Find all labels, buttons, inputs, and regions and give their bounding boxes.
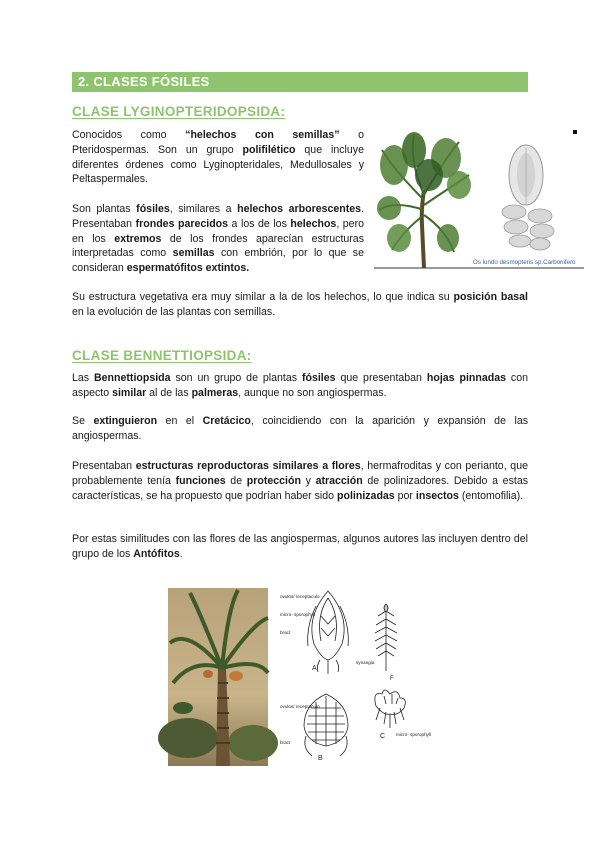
lygino-paragraph-3: Su estructura vegetativa era muy similar a la de los helechos, lo que indica su posición basal en la evolución de las plantas con semillas. xyxy=(72,291,529,318)
benne-paragraph-2: Se extinguieron en el Cretácico, coincidiendo con la aparición y expansión de las angiospermas. xyxy=(72,415,529,442)
bold-term: semillas xyxy=(172,247,215,260)
bold-term: palmeras xyxy=(191,386,239,399)
bold-term: Antófitos xyxy=(133,547,180,560)
figure-caption: Os lundo desmopteris sp.Carbonifero xyxy=(473,259,576,266)
pteridosperm-figure xyxy=(374,130,584,272)
bold-term: fósiles xyxy=(301,372,336,384)
bold-term: frondes parecidos xyxy=(135,217,229,230)
bold-term: Cretácico xyxy=(202,415,251,427)
lygino-paragraph-1: Conocidos como “helechos con semillas” o Pteridospermas. Son un grupo polifilético que incluye diferentes órdenes como Lyginopteridales, Medullosales y Peltaspermales. xyxy=(72,129,364,186)
label-a: A xyxy=(312,665,317,672)
bold-term: helechos xyxy=(290,217,337,230)
bold-term: espermatófitos extintos. xyxy=(126,262,250,275)
bold-term: insectos xyxy=(415,489,459,502)
bold-term: polinizadas xyxy=(337,489,395,502)
label-microsporophyll-top: micro- sporophyll xyxy=(280,612,315,617)
benne-paragraph-3: Presentaban estructuras reproductoras similares a flores, hermafroditas y con perianto, que probablemente tenía funciones de protección y atracción de polinizadores. Debido a estas características, se ha propuesto que podrían haber sido polinizadas por insectos (entomofilia). xyxy=(72,460,529,502)
tree-fern-illustration xyxy=(377,132,471,268)
label-ovulo-receptaculo-top: ovulos/ receptaculo xyxy=(280,594,320,599)
bold-term: fósiles xyxy=(136,203,170,215)
bold-term: polifilético xyxy=(242,143,296,156)
label-bract-top: bract xyxy=(280,630,291,635)
benne-paragraph-4: Por estas similitudes con las flores de las angiospermas, algunos autores las incluyen dentro del grupo de los Antófitos. xyxy=(72,533,528,560)
bennettitales-painting xyxy=(168,588,268,766)
bold-term: protección xyxy=(246,474,301,487)
bold-term: funciones xyxy=(175,474,226,487)
bold-term: estructuras reproductoras similares a flores xyxy=(135,460,361,472)
section-title: 2. CLASES FÓSILES xyxy=(72,72,528,92)
heading-bennettiopsida: CLASE BENNETTIOPSIDA: xyxy=(72,348,252,363)
bold-term: atracción xyxy=(315,474,363,487)
diagram-synangia-leaf xyxy=(375,604,397,671)
diagram-c xyxy=(375,690,405,728)
diagram-a xyxy=(308,591,349,674)
bold-term: extinguieron xyxy=(93,415,158,427)
bold-term: Bennettiopsida xyxy=(94,372,171,384)
label-f: F xyxy=(390,676,394,682)
seed-illustration xyxy=(502,145,554,250)
label-b: B xyxy=(318,755,323,762)
label-bract-bottom: bract xyxy=(280,740,291,745)
benne-paragraph-1: Las Bennettiopsida son un grupo de plantas fósiles que presentaban hojas pinnadas con aspecto similar al de las palmeras, aunque no son angiospermas. xyxy=(72,372,529,399)
bold-term: helechos arborescentes xyxy=(237,203,362,215)
lygino-paragraph-2: Son plantas fósiles, similares a helechos arborescentes. Presentaban frondes parecidos a los de los helechos, pero en los extremos de los frondes aparecían estructuras interpretadas como semillas con embrión, por lo que se consideran espermatófitos extintos. xyxy=(72,203,364,275)
bold-term: posición basal xyxy=(453,291,529,303)
label-microsporophyll-bottom: micro- sporophyll xyxy=(396,732,431,737)
label-synangia: synangia xyxy=(356,660,375,665)
bold-term: similar xyxy=(112,386,147,399)
label-c: C xyxy=(380,733,386,740)
bold-term: “helechos con semillas” xyxy=(185,129,340,141)
heading-lyginopteridopsida: CLASE LYGINOPTERIDOPSIDA: xyxy=(72,104,286,119)
label-ovulo-receptaculo-bottom: ovulos/ receptaculo xyxy=(280,704,320,709)
bold-term: hojas pinnadas xyxy=(426,372,506,384)
bold-term: extremos xyxy=(114,232,162,245)
bennettitales-diagram xyxy=(276,586,431,764)
